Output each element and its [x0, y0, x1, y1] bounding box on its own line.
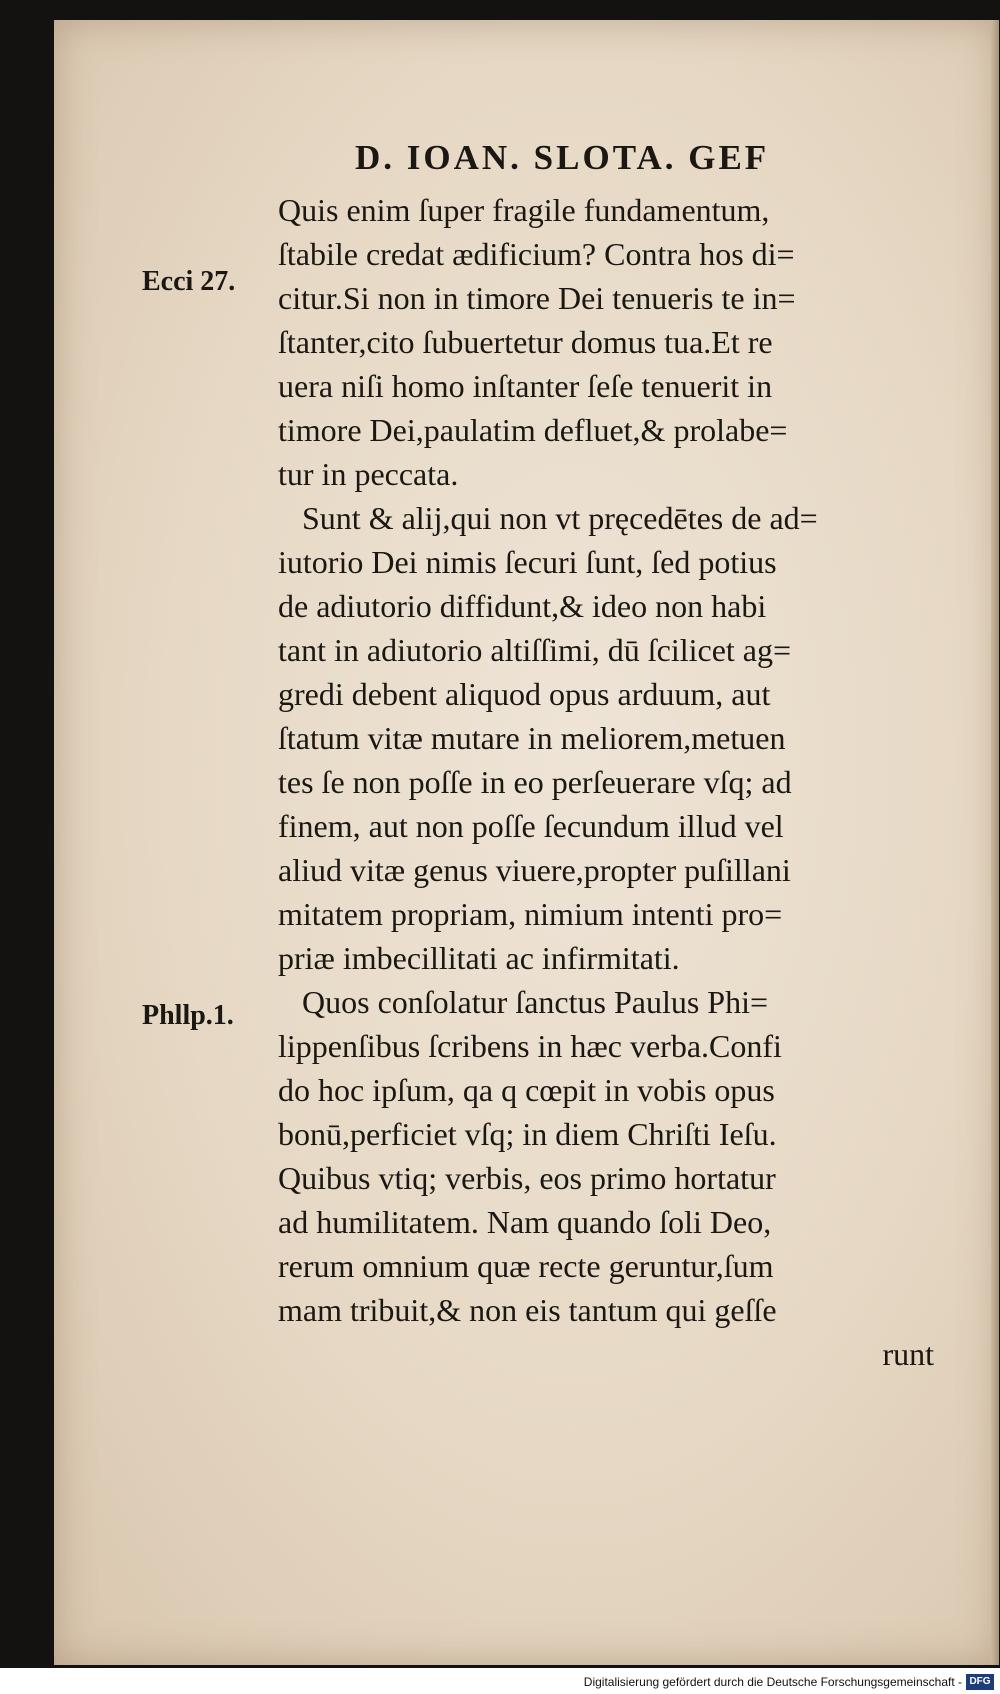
body-text [278, 188, 938, 1376]
marginal-note-philippians: Phllp.1. [142, 1000, 234, 1031]
text-line: mam tribuit,& non eis tantum qui geſſe [278, 1292, 777, 1328]
text-line: citur.Si non in timore Dei tenueris te in= [278, 280, 796, 316]
text-line: tes ſe non poſſe in eo perſeuerare vſq; ad [278, 764, 792, 800]
text-line: ad humilitatem. Nam quando ſoli Deo, [278, 1204, 772, 1240]
text-line: tur in peccata. [278, 456, 459, 492]
text-line: ſtabile credat ædificium? Contra hos di= [278, 236, 795, 272]
page-edge [991, 20, 999, 1665]
footer-bar [0, 1668, 1000, 1694]
text-line: tant in adiutorio altiſſimi, dū ſcilicet ag= [278, 632, 792, 668]
text-line: Quibus vtiq; verbis, eos primo hortatur [278, 1160, 776, 1196]
text-line: aliud vitæ genus viuere,propter puſillani [278, 852, 791, 888]
text-line: uera niſi homo inſtanter ſeſe tenuerit in [278, 368, 773, 404]
text-line: do hoc ipſum, qa q cœpit in vobis opus [278, 1072, 775, 1108]
text-line: timore Dei,paulatim defluet,& prolabe= [278, 412, 788, 448]
text-line: Quos conſolatur ſanctus Paulus Phi= [302, 984, 769, 1020]
text-line: Sunt & alij,qui non vt pręcedētes de ad= [302, 500, 818, 536]
funding-credit: Digitalisierung gefördert durch die Deutsche Forschungsgemeinschaft - [583, 1675, 962, 1689]
text-line: ſtatum vitæ mutare in meliorem,metuen [278, 720, 786, 756]
running-header: D. IOAN. SLOTA. GEF [355, 138, 770, 177]
text-line: gredi debent aliquod opus arduum, aut [278, 676, 771, 712]
text-line: Quis enim ſuper fragile fundamentum, [278, 192, 770, 228]
text-line: rerum omnium quæ recte geruntur,ſum [278, 1248, 774, 1284]
text-line: mitatem propriam, nimium intenti pro= [278, 896, 783, 932]
marginal-note-ecclesiasticus: Ecci 27. [142, 266, 236, 297]
text-line: iutorio Dei nimis ſecuri ſunt, ſed potius [278, 544, 777, 580]
text-line: de adiutorio diffidunt,& ideo non habi [278, 588, 767, 624]
dfg-logo-icon: DFG [966, 1674, 994, 1690]
text-line: lippenſibus ſcribens in hæc verba.Confi [278, 1028, 782, 1064]
text-line: finem, aut non poſſe ſecundum illud vel [278, 808, 784, 844]
text-line: ſtanter,cito ſubuertetur domus tua.Et re [278, 324, 773, 360]
catchword: runt [882, 1336, 934, 1372]
text-line: priæ imbecillitati ac infirmitati. [278, 940, 680, 976]
text-line: bonū,perficiet vſq; in diem Chriſti Ieſu. [278, 1116, 777, 1152]
